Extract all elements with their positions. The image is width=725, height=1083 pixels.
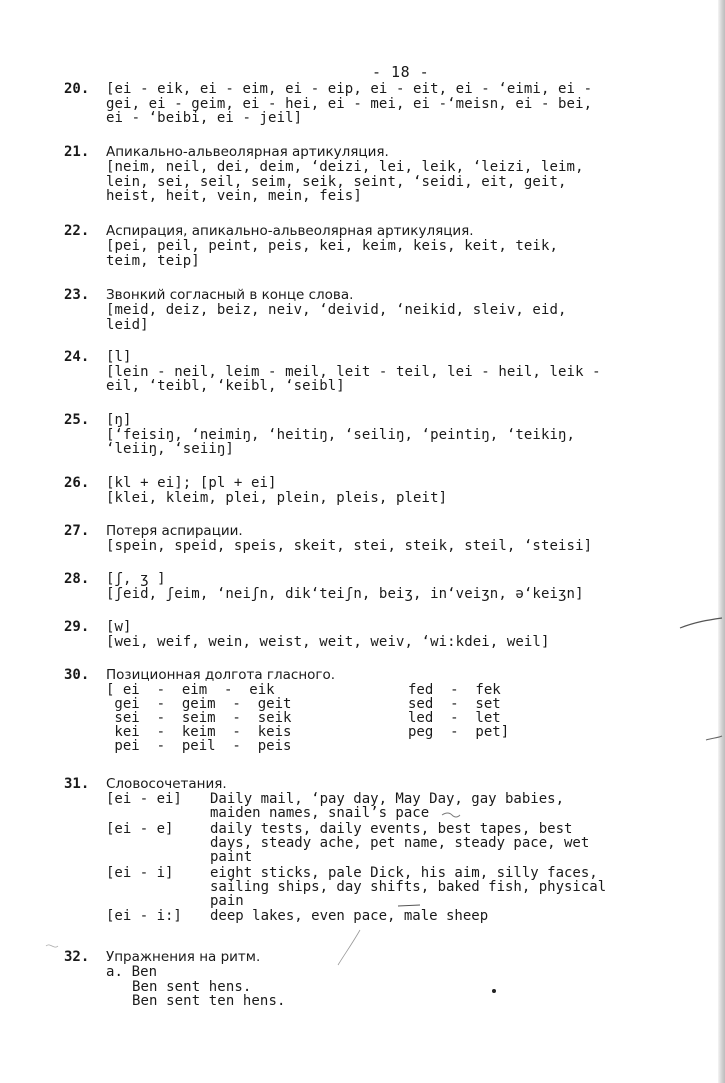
- transcription-line: heist, heit, vein, mein, feis]: [106, 188, 362, 204]
- transcription-line: ei - ‘beibi, ei - jeil]: [106, 110, 303, 126]
- transcription-line: leid]: [106, 316, 149, 333]
- section-number: 20.: [64, 81, 90, 97]
- pencil-stroke-icon: [46, 945, 58, 947]
- phrase-line: eight sticks, pale Dick, his aim, silly faces,: [210, 865, 598, 881]
- phoneme-label: [l]: [106, 349, 132, 365]
- transcription-line: [meid, deiz, beiz, neiv, ‘deivid, ‘neikid, sleiv, eid,: [106, 302, 567, 318]
- section-number: 26.: [64, 475, 90, 491]
- section-number: 31.: [64, 776, 90, 792]
- vowel-row: peg - pet]: [408, 724, 510, 740]
- phrase-line: days, steady ache, pet name, steady pace, wet: [210, 835, 590, 851]
- section-number: 22.: [64, 223, 90, 239]
- phoneme-label: [ʃ, ʒ ]: [106, 571, 166, 587]
- phrase-line: pain: [210, 893, 244, 909]
- phrase-line: sailing ships, day shifts, baked fish, physical: [210, 879, 607, 895]
- transcription-line: ‘leiiŋ, ‘seiiŋ]: [106, 441, 234, 457]
- transcription-line: [klei, kleim, plei, plein, pleis, pleit]: [106, 489, 448, 506]
- vowel-row: [ ei - eim - eik: [106, 682, 275, 698]
- phrase-line: deep lakes, even pace, male sheep: [210, 908, 489, 924]
- phrase-line: daily tests, daily events, best tapes, best: [210, 821, 573, 837]
- pencil-stroke-icon: [706, 736, 722, 740]
- vowel-row: kei - keim - keis: [106, 724, 292, 740]
- transcription-line: gei, ei - geim, ei - hei, ei - mei, ei -‘meisn, ei - bei,: [106, 95, 593, 112]
- transcription-line: [ei - eik, ei - eim, ei - eip, ei - eit, ei - ‘eimi, ei -: [106, 81, 593, 97]
- transcription-line: eil, ‘teibl, ‘keibl, ‘seibl]: [106, 378, 345, 394]
- phrase-group-label: [ei - e]: [106, 821, 174, 837]
- transcription-line: [ʃeid, ʃeim, ‘neiʃn, dik‘teiʃn, beiʒ, in‘veiʒn, ə‘keiʒn]: [106, 585, 584, 602]
- transcription-line: [neim, neil, dei, deim, ‘deizi, lei, leik, ‘leizi, leim,: [106, 159, 584, 175]
- underline-mark-icon: [398, 905, 420, 906]
- vowel-row: gei - geim - geit: [106, 696, 292, 712]
- phoneme-label: [kl + ei]; [pl + ei]: [106, 475, 277, 491]
- section-number: 21.: [64, 144, 90, 160]
- vowel-row: sed - set: [408, 696, 501, 712]
- rhythm-line: Ben sent ten hens.: [132, 993, 286, 1009]
- section-number: 27.: [64, 523, 90, 539]
- transcription-line: [spein, speid, speis, skeit, stei, steik, steil, ‘steisi]: [106, 538, 593, 554]
- pencil-stroke-icon: [338, 930, 360, 965]
- transcription-line: [lein - neil, leim - meil, leit - teil, lei - heil, leik -: [106, 363, 601, 380]
- section-title: Звонкий согласный в конце слова.: [106, 287, 354, 303]
- section-title: Словосочетания.: [106, 776, 227, 792]
- phrase-group-label: [ei - i]: [106, 865, 174, 881]
- phrase-line: paint: [210, 849, 253, 865]
- section-number: 25.: [64, 412, 90, 428]
- section-title: Потеря аспирации.: [106, 523, 243, 539]
- transcription-line: teim, teip]: [106, 252, 200, 269]
- phrase-line: maiden names, snail’s pace: [210, 805, 430, 821]
- phoneme-label: [w]: [106, 619, 132, 635]
- pencil-stroke-icon: [680, 618, 722, 628]
- phrase-line: Daily mail, ‘pay day, May Day, gay babies,: [210, 791, 565, 807]
- phrase-group-label: [ei - ei]: [106, 791, 182, 807]
- page-number: - 18 -: [372, 63, 430, 81]
- section-number: 30.: [64, 667, 90, 683]
- section-title: Апикально-альвеолярная артикуляция.: [106, 144, 389, 160]
- transcription-line: [pei, peil, peint, peis, kei, keim, keis, keit, teik,: [106, 238, 559, 254]
- section-number: 24.: [64, 349, 90, 365]
- transcription-line: lein, sei, seil, seim, seik, seint, ‘seidi, eit, geit,: [106, 173, 567, 190]
- phoneme-label: [ŋ]: [106, 412, 132, 428]
- vowel-row: pei - peil - peis: [106, 738, 292, 754]
- section-title: Позиционная долгота гласного.: [106, 667, 336, 683]
- transcription-line: [wei, weif, wein, weist, weit, weiv, ‘wi:kdei, weil]: [106, 633, 550, 650]
- ink-dot-icon: [492, 989, 496, 993]
- section-title: Упражнения на ритм.: [106, 949, 261, 965]
- section-number: 28.: [64, 571, 90, 587]
- vowel-row: led - let: [408, 710, 501, 726]
- phrase-group-label: [ei - i:]: [106, 908, 182, 924]
- vowel-row: sei - seim - seik: [106, 710, 292, 726]
- section-number: 29.: [64, 619, 90, 635]
- pencil-stroke-icon: [442, 813, 460, 817]
- transcription-line: [‘feisiŋ, ‘neimiŋ, ‘heitiŋ, ‘seiliŋ, ‘peintiŋ, ‘teikiŋ,: [106, 426, 576, 443]
- rhythm-sub-label: а. Ben: [106, 964, 158, 980]
- section-number: 23.: [64, 287, 90, 303]
- vowel-row: fed - fek: [408, 682, 501, 698]
- rhythm-line: Ben sent hens.: [132, 978, 252, 995]
- section-title: Аспирация, апикально-альвеолярная артикуляция.: [106, 223, 474, 239]
- section-number: 32.: [64, 949, 90, 965]
